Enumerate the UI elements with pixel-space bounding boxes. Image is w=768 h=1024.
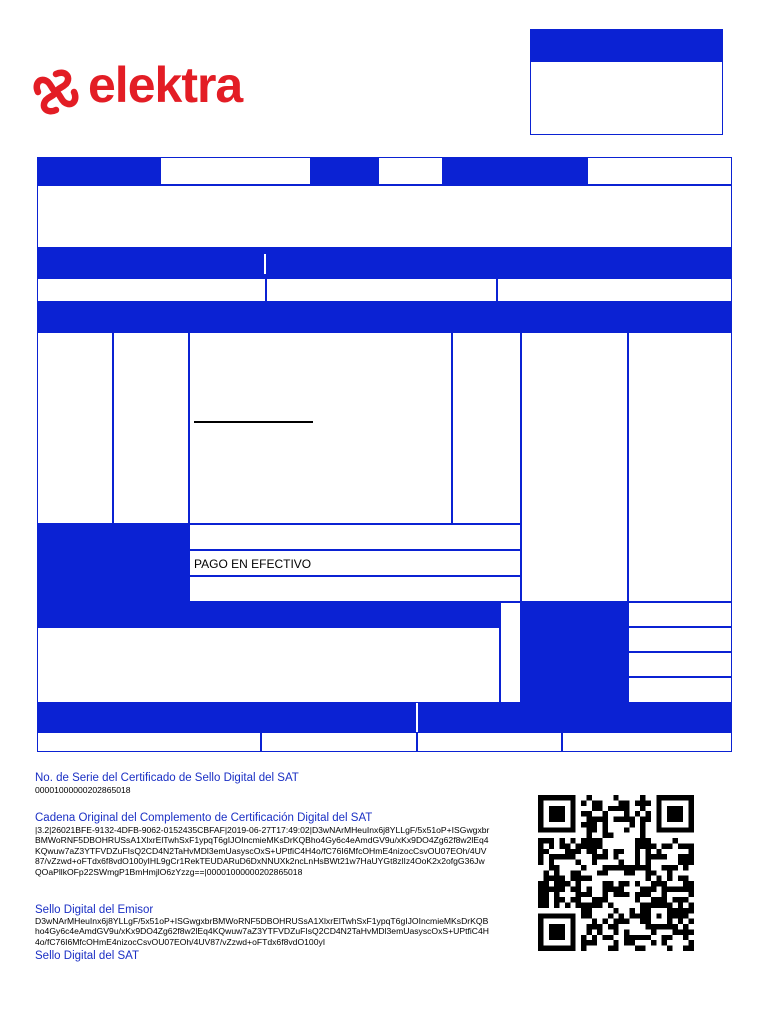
header-cell-3 (443, 157, 587, 185)
section-bar-1 (37, 248, 732, 278)
footer-header-left (37, 703, 417, 732)
amount-words-header (37, 602, 500, 627)
spacer-cell (500, 602, 521, 703)
sello-sat-title: Sello Digital del SAT (35, 950, 139, 962)
description-underline (194, 421, 313, 423)
footer-cell-1 (37, 732, 261, 752)
total-cell-4 (628, 677, 732, 703)
header-cell-1 (37, 157, 160, 185)
folio-header (530, 29, 723, 62)
cert-serial-title: No. de Serie del Certificado de Sello Digital del SAT (35, 772, 299, 784)
amount-words-area (37, 627, 500, 703)
payment-row-1 (189, 524, 521, 550)
info-cell-2 (266, 278, 497, 302)
payment-row-3 (189, 576, 521, 602)
footer-header-right (417, 703, 732, 732)
cert-serial-value: 00001000000202865018 (35, 785, 131, 795)
items-col-1 (37, 332, 113, 524)
sello-emisor-value: D3wNArMHeuInx6j8YLLgF/5x51oP+ISGwgxbrBMWoRNF5DBOHRUSsA1XlxrElTwhSxF1ypqT6gIJOIncmieMKsDrKQBho4Gy6c4eAmdGV9u/xKx9DO4Zg62f8w2lEq4KQwuw7aZ3YTFVDZuFIsQ2CD4N2TaHvMDl3emUasyscOxS+UPtfiC4H4o/fC76I6MfcOHmE4nizocCsvOU07EOh/4UV87/vZzwd+oFTdx6f8vdO100yI (35, 916, 489, 947)
qr-code-icon (538, 793, 694, 953)
items-col-description (189, 332, 452, 524)
brand-name: elektra (88, 57, 243, 113)
value-cell-3 (587, 157, 732, 185)
footer-cell-2 (261, 732, 417, 752)
payment-label-block (37, 524, 189, 602)
totals-label-block (521, 602, 628, 703)
cadena-value: |3.2|26021BFE-9132-4DFB-9062-0152435CBFAF|2019-06-27T17:49:02|D3wNArMHeuInx6j8YLLgF/5x51oP+ISGwgxbrBMWoRNF5DBOHRUSsA1XlxrElTwhSxF1ypqT6gIJOIncmieMKsDrKQBho4Gy6c4eAmdGV9u/xKx9DO4Zg62f8w2lEq4KQwuw7aZ3YTFVDZuFIsQ2CD4N2TaHvMDl3emUasyscOxS+UPtfiC4H4o/fC76I6MfcOHmE4nizocCsvOU07EOh/4UV87/vZzwd+oFTdx6f8vdO100yIHL9gCr1RekTEUDARuD6DxNNUXk2ncLnHsBWt21w7HaUYGt8zlIz4OoK2x2ofgG36JwQOaPllkOFp22SWmgP1BmHmjlO6zYzzg==|00001000000202865018 (35, 825, 490, 877)
footer-header-divider (416, 703, 418, 732)
items-col-5 (521, 332, 628, 602)
items-col-6 (628, 332, 732, 602)
payment-method-label: PAGO EN EFECTIVO (194, 557, 312, 571)
elektra-logo (30, 57, 280, 132)
header-cell-2 (311, 157, 378, 185)
value-cell-1 (160, 157, 311, 185)
section-bar-divider (264, 254, 266, 274)
sello-emisor-title: Sello Digital del Emisor (35, 904, 154, 916)
items-col-2 (113, 332, 189, 524)
info-cell-3 (497, 278, 732, 302)
footer-cell-4 (562, 732, 732, 752)
elektra-swirl-icon (30, 66, 82, 118)
customer-info-area (37, 185, 732, 248)
items-col-4 (452, 332, 521, 524)
footer-cell-3 (417, 732, 562, 752)
total-cell-2 (628, 627, 732, 652)
value-cell-2 (378, 157, 443, 185)
info-cell-1 (37, 278, 266, 302)
cadena-title: Cadena Original del Complemento de Certificación Digital del SAT (35, 812, 373, 824)
total-cell-1 (628, 602, 732, 627)
total-cell-3 (628, 652, 732, 677)
items-header-bar (37, 302, 732, 332)
